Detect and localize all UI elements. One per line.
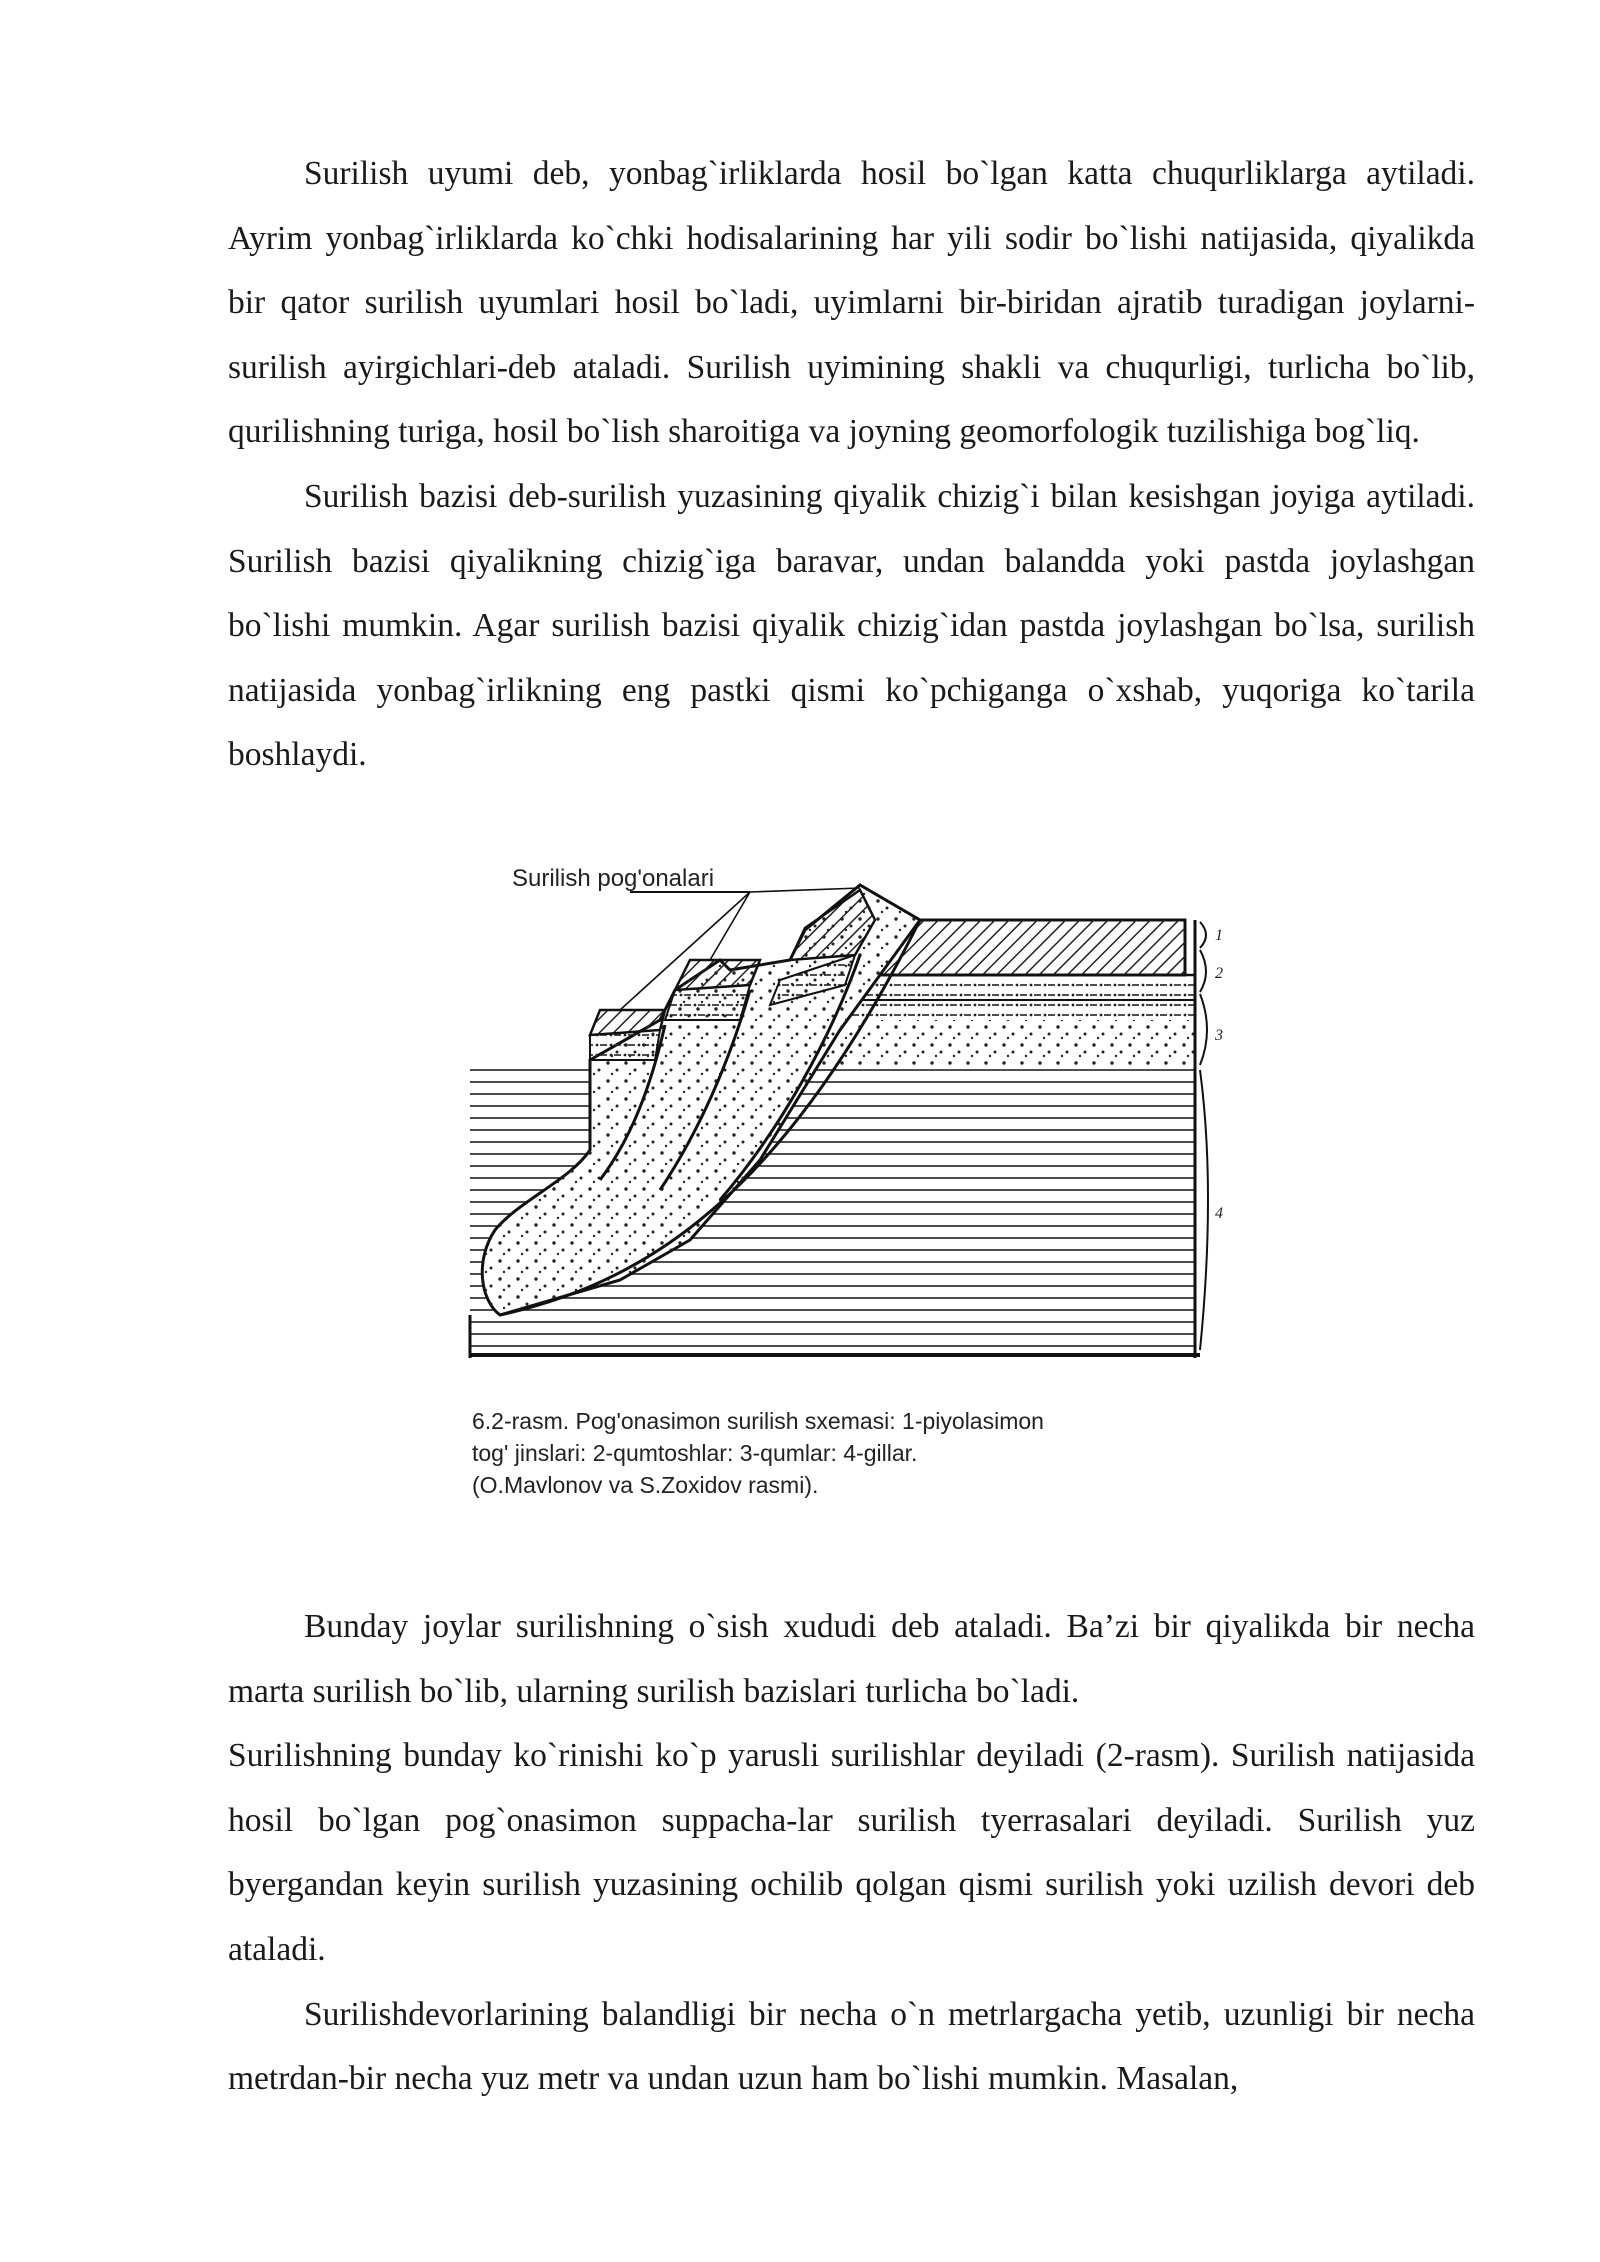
caption-line: (O.Mavlonov va S.Zoxidov rasmi). [472,1472,819,1498]
layer-number-1: 1 [1215,927,1223,944]
body-text-top [228,142,1475,788]
caption-line: tog' jinslari: 2-qumtoshlar: 3-qumlar: 4-gillar. [472,1440,918,1466]
layer-number-4: 4 [1215,1205,1223,1222]
body-text-bottom [228,1595,1475,2112]
paragraph: Surilish uyumi deb, yonbag`irliklarda hosil bo`lgan katta chuqurliklarga aytiladi. Ayrim yonbag`irliklarda ko`chki hodisalarining har yili sodir bo`lishi natijasida, qiyalikda bir qator surilish uyumlari hosil bo`ladi, uyimlarni bir-biridan ajratib turadigan joylarni-surilish ayirgichlari-deb ataladi. Surilish uyimining shakli va chuqurligi, turlicha bo`lib, qurilishning turiga, hosil bo`lish sharoitiga va joyning geomorfologik tuzilishiga bog`liq. [228,155,1475,451]
layer-number-3: 3 [1215,1027,1223,1044]
paragraph: Surilish bazisi deb-surilish yuzasining qiyalik chizig`i bilan kesishgan joyiga aytiladi. Surilish bazisi qiyalikning chizig`iga baravar, undan balandda yoki pastda joylashgan bo`lishi mumkin. Agar surilish bazisi qiyalik chizig`idan pastda joylashgan bo`lsa, surilish natijasida yonbag`irlikning eng pastki qismi ko`pchiganga o`xshab, yuqoriga ko`tarila boshlaydi. [228,477,1475,774]
sandstone-layer [825,975,1195,1020]
paragraph: Bunday joylar surilishning o`sish xududi deb ataladi. Ba’zi bir qiyalikda bir necha marta surilish bo`lib, ularning surilish bazislari turlicha bo`ladi. [228,1608,1475,1710]
figure-label: Surilish pog'onalari [512,865,715,892]
layer-number-2: 2 [1215,965,1223,982]
figure-caption [472,1405,1232,1501]
landslide-diagram [460,860,1240,1380]
paragraph: Surilishning bunday ko`rinishi ko`p yarusli surilishlar deyiladi (2-rasm). Surilish natijasida hosil bo`lgan pog`onasimon suppacha-lar surilish tyerrasalari deyiladi. Surilish yuz byergandan keyin surilish yuzasining ochilib qolgan qismi surilish yoki uzilish devori deb ataladi. [228,1737,1475,1968]
caption-line: 6.2-rasm. Pog'onasimon surilish sxemasi: 1-piyolasimon [472,1408,1044,1434]
paragraph: Surilishdevorlarining balandligi bir necha o`n metrlargacha yetib, uzunligi bir necha metrdan-bir necha yuz metr va undan uzun ham bo`lishi mumkin. Masalan, [228,1995,1475,2098]
landslide-figure [460,860,1240,1380]
